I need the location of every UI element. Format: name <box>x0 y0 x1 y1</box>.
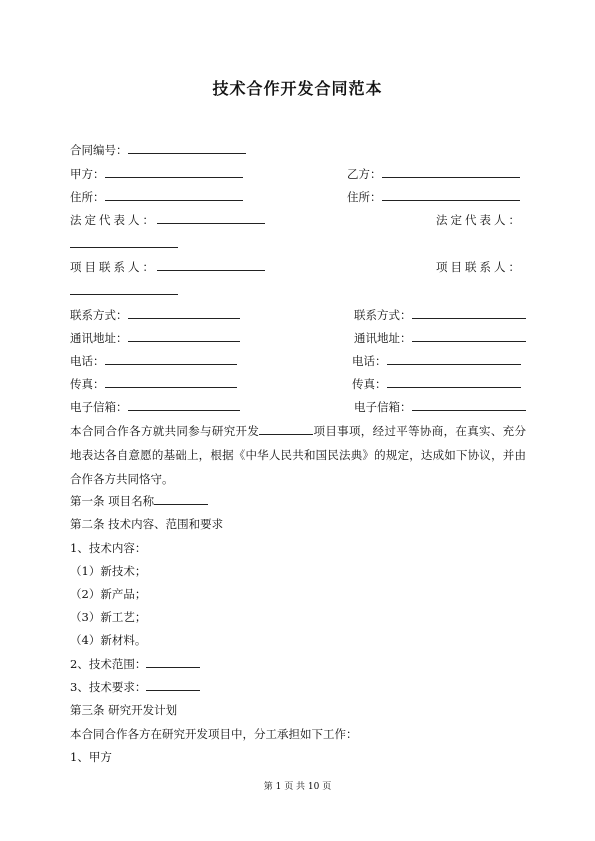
tech-scope-label: 2、技术范围： <box>70 657 147 671</box>
party-a-item: 1、甲方 <box>70 750 112 764</box>
party-a-phone-label: 电话： <box>70 354 105 368</box>
tech-scope-blank <box>146 657 200 668</box>
party-b-legal-rep-blank <box>70 237 178 248</box>
party-b-legal-rep-blank-row <box>70 237 178 251</box>
party-a-email-row <box>70 400 240 414</box>
article-2-heading: 第二条 技术内容、范围和要求 <box>70 517 224 531</box>
party-a-fax-label: 传真： <box>70 377 105 391</box>
tech-content-label: 1、技术内容： <box>70 541 147 555</box>
party-b-contact-method-blank <box>412 308 526 319</box>
party-b-fax-label: 传真： <box>352 377 387 391</box>
party-b-project-contact-label: 项目联系人： <box>436 260 523 274</box>
document-title: 技术合作开发合同范本 <box>212 79 383 98</box>
list-item-new-technology: （1）新技术； <box>70 564 147 578</box>
party-b-label: 乙方： <box>347 167 382 181</box>
contract-number-row <box>70 143 246 157</box>
party-b-fax-row <box>352 377 521 391</box>
party-a-email-label: 电子信箱： <box>70 400 128 414</box>
intro-text-start: 本合同合作各方就共同参与研究开发 <box>70 424 260 438</box>
party-b-mail-address-label: 通讯地址： <box>354 331 412 345</box>
party-b-email-row <box>354 400 526 414</box>
party-b-contact-method-label: 联系方式： <box>354 308 412 322</box>
party-b-phone-blank <box>387 354 521 365</box>
article-1-blank <box>154 494 208 505</box>
party-b-project-contact-blank <box>70 284 178 295</box>
party-a-legal-rep-label: 法定代表人： <box>70 213 157 227</box>
contract-number-label: 合同编号： <box>70 143 128 157</box>
project-name-blank <box>259 424 313 435</box>
party-b-phone-label: 电话： <box>352 354 387 368</box>
party-a-legal-rep-blank <box>157 213 265 224</box>
intro-text-end: 项目事项，经过平等协商，在真实、充分地表达各自意愿的基础上，根据《中华人民共和国民法典》的规定，达成如下协议，并由合作各方共同恪守。 <box>70 424 527 486</box>
party-b-address-row <box>347 190 520 204</box>
party-a-legal-rep-row <box>70 213 265 227</box>
party-b-project-contact-blank-row <box>70 284 178 298</box>
list-item-new-material: （4）新材料。 <box>70 633 147 647</box>
party-b-address-blank <box>382 190 520 201</box>
list-item-new-process: （3）新工艺； <box>70 610 147 624</box>
article-1-heading <box>70 494 208 508</box>
party-b-address-label: 住所： <box>347 190 382 204</box>
party-a-contact-method-row <box>70 308 240 322</box>
party-a-fax-blank <box>105 377 237 388</box>
contract-number-blank <box>128 143 246 154</box>
party-b-legal-rep-row <box>436 213 523 227</box>
party-b-phone-row <box>352 354 521 368</box>
tech-requirements-blank <box>146 680 200 691</box>
party-a-contact-method-label: 联系方式： <box>70 308 128 322</box>
party-a-fax-row <box>70 377 237 391</box>
party-a-address-blank <box>105 190 243 201</box>
article-1-text: 第一条 项目名称 <box>70 494 155 508</box>
article-3-heading: 第三条 研究开发计划 <box>70 703 178 717</box>
party-a-label: 甲方： <box>70 167 105 181</box>
party-a-row <box>70 167 243 181</box>
party-a-address-row <box>70 190 243 204</box>
party-b-fax-blank <box>387 377 521 388</box>
plan-text: 本合同合作各方在研究开发项目中，分工承担如下工作： <box>70 727 358 741</box>
party-b-contact-method-row <box>354 308 526 322</box>
party-a-mail-address-row <box>70 331 240 345</box>
tech-requirements-label: 3、技术要求： <box>70 680 147 694</box>
party-b-project-contact-row <box>436 260 523 274</box>
party-a-contact-method-blank <box>128 308 240 319</box>
party-b-email-label: 电子信箱： <box>354 400 412 414</box>
party-a-project-contact-blank <box>157 260 265 271</box>
party-b-mail-address-row <box>354 331 526 345</box>
tech-scope-row <box>70 657 200 671</box>
party-b-legal-rep-label: 法定代表人： <box>436 213 523 227</box>
party-a-mail-address-blank <box>128 331 240 342</box>
party-b-row <box>347 167 520 181</box>
party-a-email-blank <box>128 400 240 411</box>
tech-requirements-row <box>70 680 200 694</box>
party-a-project-contact-row <box>70 260 265 274</box>
party-a-phone-row <box>70 354 237 368</box>
party-b-mail-address-blank <box>412 331 526 342</box>
party-a-blank <box>105 167 243 178</box>
page-number-footer: 第 1 页 共 10 页 <box>263 782 332 792</box>
party-a-phone-blank <box>105 354 237 365</box>
intro-paragraph <box>70 419 526 491</box>
party-a-address-label: 住所： <box>70 190 105 204</box>
list-item-new-product: （2）新产品； <box>70 587 147 601</box>
party-a-project-contact-label: 项目联系人： <box>70 260 157 274</box>
party-a-mail-address-label: 通讯地址： <box>70 331 128 345</box>
party-b-blank <box>382 167 520 178</box>
party-b-email-blank <box>412 400 526 411</box>
